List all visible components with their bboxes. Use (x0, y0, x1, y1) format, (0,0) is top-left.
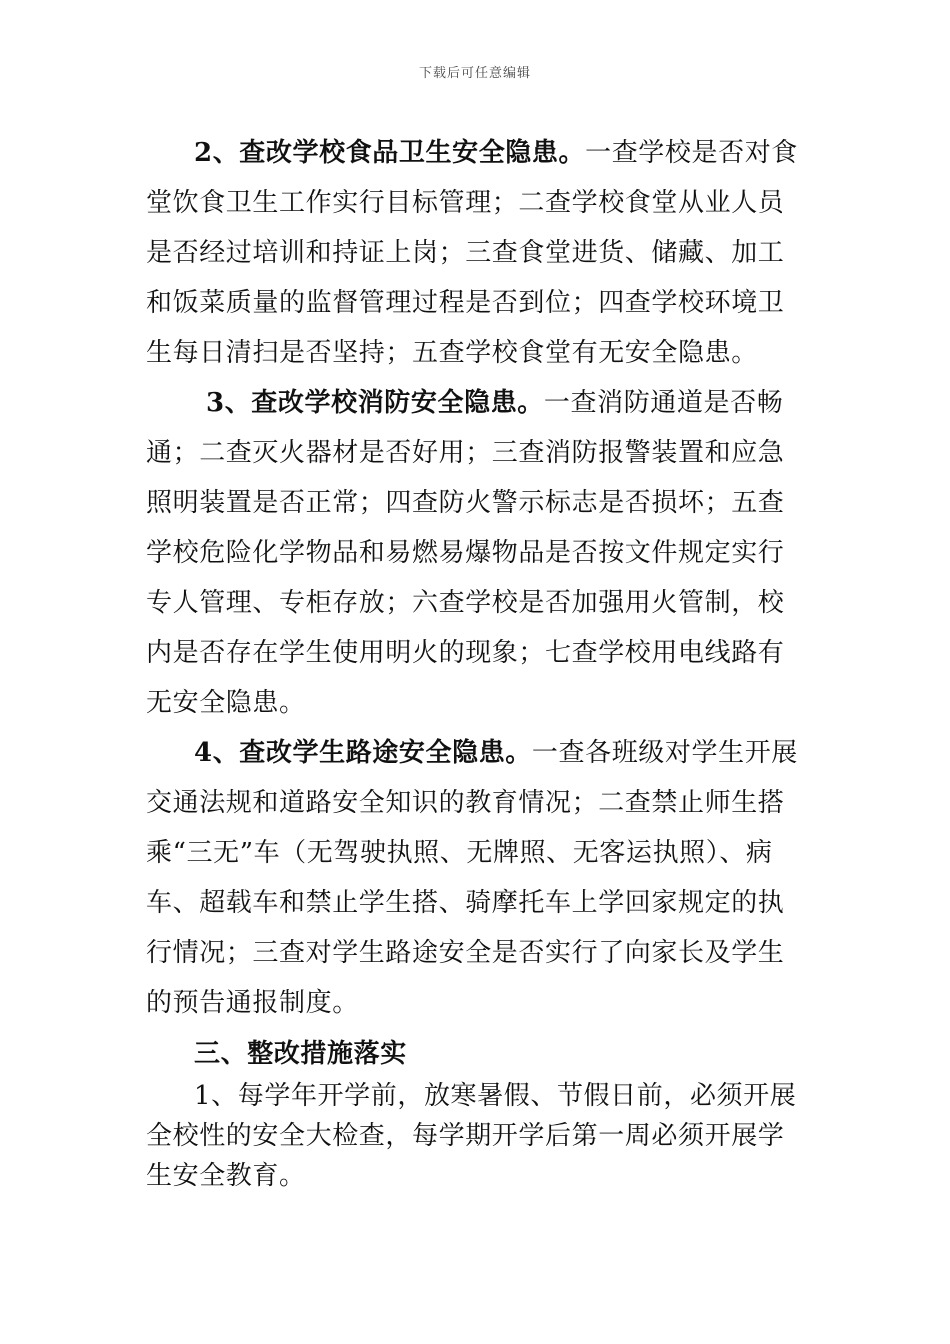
section-title: 4、查改学生路途安全隐患。 (194, 738, 532, 768)
section-title: 3、查改学校消防安全隐患。 (206, 388, 544, 418)
section-text: 一查各班级对学生开展交通法规和道路安全知识的教育情况；二查禁止师生搭乘“三无”车（无驾驶执照、无牌照、无客运执照）、病车、超载车和禁止学生搭、骑摩托车上学回家规定的执行情况；三查对学生路途安全是否实行了向家长及学生的预告通报制度。 (146, 738, 798, 1018)
part-three-heading: 三、整改措施落实 (194, 1039, 407, 1069)
section-fire-safety (146, 378, 810, 728)
document-body (146, 128, 810, 1196)
section-text: 一查学校是否对食堂饮食卫生工作实行目标管理；二查学校食堂从业人员是否经过培训和持证上岗；三查食堂进货、储藏、加工和饭菜质量的监督管理过程是否到位；四查学校环境卫生每日清扫是否坚持；五查学校食堂有无安全隐患。 (146, 138, 798, 368)
section-route-safety (146, 728, 810, 1028)
section-food-safety (146, 128, 810, 378)
section-title: 2、查改学校食品卫生安全隐患。 (194, 138, 586, 168)
section-text: 一查消防通道是否畅通；二查灭火器材是否好用；三查消防报警装置和应急照明装置是否正常；四查防火警示标志是否损坏；五查学校危险化学物品和易燃易爆物品是否按文件规定实行专人管理、专柜存放；六查学校是否加强用火管制，校内是否存在学生使用明火的现象；七查学校用电线路有无安全隐患。 (146, 388, 785, 718)
part-three-item-1: 1、每学年开学前，放寒暑假、节假日前，必须开展全校性的安全大检查，每学期开学后第一周必须开展学生安全教育。 (146, 1081, 797, 1191)
page-header-note: 下载后可任意编辑 (418, 66, 531, 81)
